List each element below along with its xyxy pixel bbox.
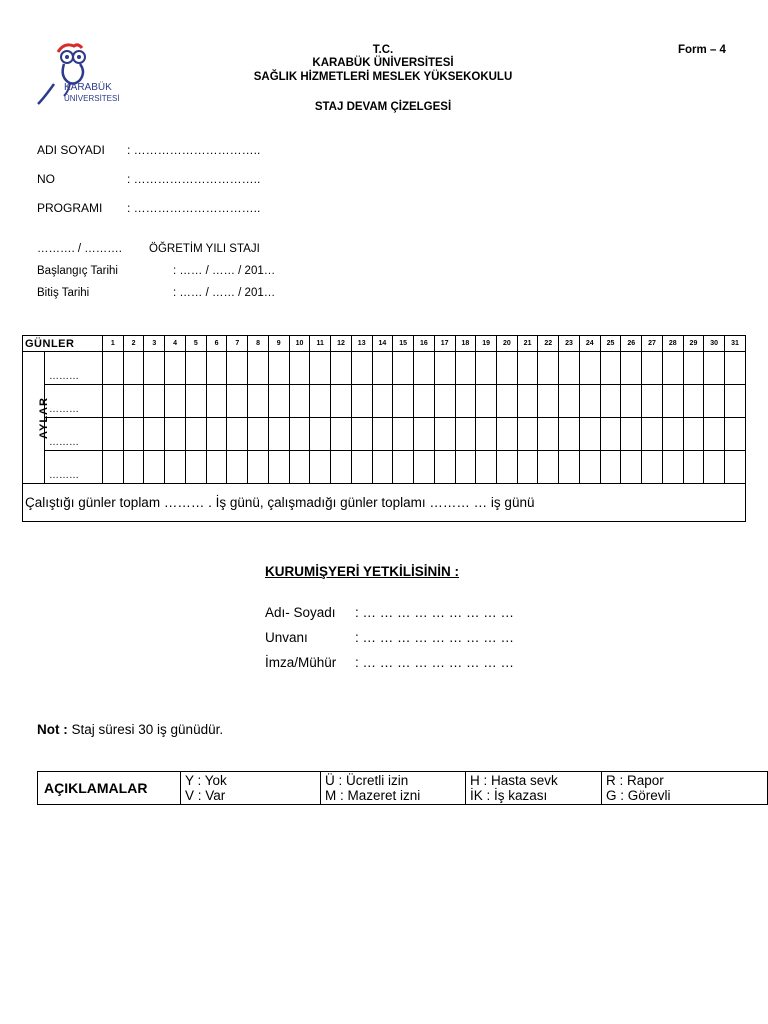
- attendance-cell[interactable]: [414, 385, 435, 418]
- month-name-cell[interactable]: ………: [45, 451, 103, 484]
- note-text: Staj süresi 30 iş günüdür.: [67, 722, 224, 737]
- days-header-row: [23, 336, 746, 352]
- attendance-cell[interactable]: [600, 451, 621, 484]
- day-header-cell: 31: [725, 336, 746, 352]
- day-header-cell: 17: [434, 336, 455, 352]
- authority-name-label: Adı- Soyadı: [265, 605, 336, 620]
- attendance-cell[interactable]: [393, 352, 414, 385]
- month-name-cell[interactable]: ………: [45, 352, 103, 385]
- attendance-cell[interactable]: [206, 418, 227, 451]
- attendance-cell[interactable]: [185, 418, 206, 451]
- name-value: : …………………………..: [127, 143, 261, 157]
- legend-item: V : Var: [185, 788, 226, 803]
- note-label: Not :: [37, 722, 68, 737]
- legend-item: G : Görevli: [606, 788, 671, 803]
- day-header-cell: 22: [538, 336, 559, 352]
- program-label: PROGRAMI: [37, 201, 103, 215]
- page-title: STAJ DEVAM ÇİZELGESİ: [314, 101, 452, 113]
- authority-sign-label: İmza/Mühür: [265, 655, 337, 670]
- start-date-label: Başlangıç Tarihi: [37, 265, 118, 277]
- attendance-cell[interactable]: [455, 385, 476, 418]
- attendance-cell[interactable]: [289, 385, 310, 418]
- month-row: [23, 385, 746, 418]
- authority-sign-value: : … … … … … … … … …: [355, 655, 515, 670]
- attendance-cell[interactable]: [248, 352, 269, 385]
- day-header-cell: 4: [165, 336, 186, 352]
- attendance-cell[interactable]: [579, 385, 600, 418]
- attendance-cell[interactable]: [517, 451, 538, 484]
- day-header-cell: 30: [704, 336, 725, 352]
- start-date-value: : …… / …… / 201…: [173, 265, 276, 277]
- attendance-cell[interactable]: [725, 418, 746, 451]
- attendance-cell[interactable]: [476, 418, 497, 451]
- day-header-cell: 8: [248, 336, 269, 352]
- attendance-cell[interactable]: [165, 385, 186, 418]
- program-value: : …………………………..: [127, 201, 261, 215]
- legend-item: H : Hasta sevk: [470, 773, 558, 788]
- attendance-cell[interactable]: [123, 418, 144, 451]
- day-header-cell: 19: [476, 336, 497, 352]
- legend-table: [37, 771, 768, 805]
- attendance-cell[interactable]: [144, 418, 165, 451]
- attendance-cell[interactable]: [206, 385, 227, 418]
- end-date-label: Bitiş Tarihi: [37, 287, 90, 299]
- authority-title-label: Unvanı: [265, 630, 308, 645]
- attendance-cell[interactable]: [310, 352, 331, 385]
- summary-text: Çalıştığı günler toplam ……… . İş günü, çalışmadığı günler toplamı ……… … iş günü: [23, 484, 746, 522]
- attendance-cell[interactable]: [165, 451, 186, 484]
- legend-cell: [602, 772, 768, 805]
- attendance-cell[interactable]: [331, 385, 352, 418]
- day-header-cell: 11: [310, 336, 331, 352]
- attendance-cell[interactable]: [600, 385, 621, 418]
- attendance-cell[interactable]: [227, 352, 248, 385]
- attendance-cell[interactable]: [103, 352, 124, 385]
- attendance-cell[interactable]: [372, 418, 393, 451]
- form-number: Form – 4: [678, 44, 726, 56]
- day-header-cell: 9: [268, 336, 289, 352]
- attendance-cell[interactable]: [621, 418, 642, 451]
- attendance-cell[interactable]: [372, 451, 393, 484]
- attendance-cell[interactable]: [103, 418, 124, 451]
- attendance-cell[interactable]: [725, 352, 746, 385]
- attendance-cell[interactable]: [704, 451, 725, 484]
- attendance-cell[interactable]: [185, 352, 206, 385]
- attendance-cell[interactable]: [662, 352, 683, 385]
- day-header-cell: 18: [455, 336, 476, 352]
- day-header-cell: 3: [144, 336, 165, 352]
- attendance-cell[interactable]: [310, 451, 331, 484]
- day-header-cell: 6: [206, 336, 227, 352]
- attendance-cell[interactable]: [123, 352, 144, 385]
- attendance-cell[interactable]: [538, 352, 559, 385]
- day-header-cell: 25: [600, 336, 621, 352]
- attendance-cell[interactable]: [331, 451, 352, 484]
- attendance-cell[interactable]: [621, 385, 642, 418]
- attendance-cell[interactable]: [103, 451, 124, 484]
- authority-name-value: : … … … … … … … … …: [355, 605, 515, 620]
- legend-cell: [466, 772, 602, 805]
- legend-item: M : Mazeret izni: [325, 788, 421, 803]
- attendance-cell[interactable]: [476, 451, 497, 484]
- attendance-cell[interactable]: [351, 451, 372, 484]
- day-header-cell: 2: [123, 336, 144, 352]
- month-row: [23, 418, 746, 451]
- attendance-cell[interactable]: [248, 451, 269, 484]
- attendance-cell[interactable]: [559, 451, 580, 484]
- attendance-cell[interactable]: [103, 385, 124, 418]
- attendance-cell[interactable]: [310, 385, 331, 418]
- month-name-cell[interactable]: ………: [45, 385, 103, 418]
- authority-title-value: : … … … … … … … … …: [355, 630, 515, 645]
- day-header-cell: 12: [331, 336, 352, 352]
- attendance-cell[interactable]: [538, 385, 559, 418]
- attendance-cell[interactable]: [683, 352, 704, 385]
- attendance-cell[interactable]: [206, 451, 227, 484]
- attendance-cell[interactable]: [455, 418, 476, 451]
- academic-year-label: ÖĞRETİM YILI STAJI: [149, 243, 260, 255]
- academic-year-blank: ………. / ……….: [37, 243, 122, 255]
- attendance-cell[interactable]: [725, 451, 746, 484]
- day-header-cell: 27: [642, 336, 663, 352]
- attendance-cell[interactable]: [455, 352, 476, 385]
- attendance-cell[interactable]: [559, 352, 580, 385]
- attendance-cell[interactable]: [476, 352, 497, 385]
- no-value: : …………………………..: [127, 172, 261, 186]
- attendance-cell[interactable]: [185, 385, 206, 418]
- end-date-value: : …… / …… / 201…: [173, 287, 276, 299]
- attendance-cell[interactable]: [393, 385, 414, 418]
- attendance-cell[interactable]: [496, 352, 517, 385]
- legend-title: AÇIKLAMALAR: [38, 772, 181, 805]
- attendance-cell[interactable]: [144, 352, 165, 385]
- legend-item: Y : Yok: [185, 773, 227, 788]
- attendance-cell[interactable]: [144, 451, 165, 484]
- attendance-cell[interactable]: [704, 352, 725, 385]
- day-header-cell: 5: [185, 336, 206, 352]
- attendance-cell[interactable]: [579, 352, 600, 385]
- summary-row: [23, 484, 746, 522]
- header-school: SAĞLIK HİZMETLERİ MESLEK YÜKSEKOKULU: [253, 71, 513, 83]
- attendance-cell[interactable]: [165, 418, 186, 451]
- attendance-cell[interactable]: [683, 385, 704, 418]
- attendance-cell[interactable]: [621, 352, 642, 385]
- attendance-cell[interactable]: [683, 418, 704, 451]
- attendance-cell[interactable]: [662, 451, 683, 484]
- note: [37, 722, 223, 737]
- day-header-cell: 10: [289, 336, 310, 352]
- attendance-cell[interactable]: [123, 385, 144, 418]
- university-logo: [34, 40, 118, 112]
- attendance-cell[interactable]: [414, 352, 435, 385]
- attendance-cell[interactable]: [248, 385, 269, 418]
- attendance-cell[interactable]: [434, 451, 455, 484]
- logo-text-sub: ÜNİVERSİTESİ: [64, 94, 120, 103]
- no-label: NO: [37, 172, 55, 186]
- legend-cell: [181, 772, 321, 805]
- day-header-cell: 20: [496, 336, 517, 352]
- attendance-cell[interactable]: [642, 385, 663, 418]
- attendance-cell[interactable]: [289, 418, 310, 451]
- attendance-cell[interactable]: [185, 451, 206, 484]
- attendance-cell[interactable]: [600, 418, 621, 451]
- legend-item: İK : İş kazası: [470, 788, 548, 803]
- attendance-cell[interactable]: [538, 451, 559, 484]
- legend-item: Ü : Ücretli izin: [325, 773, 409, 788]
- attendance-cell[interactable]: [642, 352, 663, 385]
- attendance-cell[interactable]: [289, 451, 310, 484]
- attendance-cell[interactable]: [517, 352, 538, 385]
- attendance-cell[interactable]: [725, 385, 746, 418]
- attendance-cell[interactable]: [393, 451, 414, 484]
- attendance-cell[interactable]: [704, 418, 725, 451]
- legend-cell: [321, 772, 466, 805]
- month-row: [23, 352, 746, 385]
- attendance-cell[interactable]: [268, 451, 289, 484]
- attendance-cell[interactable]: [351, 385, 372, 418]
- attendance-cell[interactable]: [123, 451, 144, 484]
- day-header-cell: 16: [414, 336, 435, 352]
- months-label-text: AYLAR: [37, 396, 50, 439]
- attendance-cell[interactable]: [642, 418, 663, 451]
- header-tc: T.C.: [372, 44, 394, 56]
- attendance-cell[interactable]: [600, 352, 621, 385]
- attendance-cell[interactable]: [434, 352, 455, 385]
- attendance-cell[interactable]: [351, 418, 372, 451]
- attendance-cell[interactable]: [559, 385, 580, 418]
- attendance-cell[interactable]: [331, 352, 352, 385]
- attendance-cell[interactable]: [372, 385, 393, 418]
- day-header-cell: 15: [393, 336, 414, 352]
- attendance-cell[interactable]: [662, 418, 683, 451]
- attendance-cell[interactable]: [579, 451, 600, 484]
- attendance-cell[interactable]: [517, 418, 538, 451]
- attendance-cell[interactable]: [434, 418, 455, 451]
- attendance-cell[interactable]: [206, 352, 227, 385]
- authority-title: KURUMİŞYERİ YETKİLİSİNİN :: [265, 564, 460, 579]
- attendance-cell[interactable]: [227, 418, 248, 451]
- attendance-cell[interactable]: [351, 352, 372, 385]
- attendance-cell[interactable]: [496, 385, 517, 418]
- attendance-cell[interactable]: [704, 385, 725, 418]
- attendance-cell[interactable]: [268, 352, 289, 385]
- attendance-cell[interactable]: [248, 418, 269, 451]
- attendance-cell[interactable]: [331, 418, 352, 451]
- day-header-cell: 24: [579, 336, 600, 352]
- attendance-cell[interactable]: [268, 418, 289, 451]
- day-header-cell: 21: [517, 336, 538, 352]
- attendance-cell[interactable]: [414, 418, 435, 451]
- attendance-cell[interactable]: [144, 385, 165, 418]
- days-label: GÜNLER: [23, 336, 103, 352]
- name-label: ADI SOYADI: [37, 143, 105, 157]
- attendance-cell[interactable]: [289, 352, 310, 385]
- attendance-cell[interactable]: [165, 352, 186, 385]
- day-header-cell: 7: [227, 336, 248, 352]
- attendance-cell[interactable]: [310, 418, 331, 451]
- attendance-cell[interactable]: [393, 418, 414, 451]
- day-header-cell: 14: [372, 336, 393, 352]
- months-label: [23, 352, 50, 484]
- attendance-cell[interactable]: [455, 451, 476, 484]
- attendance-cell[interactable]: [517, 385, 538, 418]
- attendance-cell[interactable]: [538, 418, 559, 451]
- attendance-cell[interactable]: [683, 451, 704, 484]
- attendance-cell[interactable]: [496, 451, 517, 484]
- logo-text-main: KARABÜK: [64, 82, 112, 93]
- attendance-cell[interactable]: [227, 451, 248, 484]
- month-row: [23, 451, 746, 484]
- attendance-cell[interactable]: [496, 418, 517, 451]
- day-header-cell: 26: [621, 336, 642, 352]
- attendance-cell[interactable]: [559, 418, 580, 451]
- attendance-cell[interactable]: [414, 451, 435, 484]
- day-header-cell: 28: [662, 336, 683, 352]
- attendance-cell[interactable]: [642, 451, 663, 484]
- day-header-cell: 23: [559, 336, 580, 352]
- day-header-cell: 13: [351, 336, 372, 352]
- attendance-cell[interactable]: [227, 385, 248, 418]
- month-name-cell[interactable]: ………: [45, 418, 103, 451]
- legend-item: R : Rapor: [606, 773, 664, 788]
- attendance-cell[interactable]: [662, 385, 683, 418]
- day-header-cell: 29: [683, 336, 704, 352]
- header-university: KARABÜK ÜNİVERSİTESİ: [312, 57, 454, 69]
- attendance-table: [22, 335, 746, 522]
- day-header-cell: 1: [103, 336, 124, 352]
- attendance-cell[interactable]: [476, 385, 497, 418]
- attendance-cell[interactable]: [434, 385, 455, 418]
- attendance-cell[interactable]: [621, 451, 642, 484]
- attendance-cell[interactable]: [268, 385, 289, 418]
- attendance-cell[interactable]: [579, 418, 600, 451]
- attendance-cell[interactable]: [372, 352, 393, 385]
